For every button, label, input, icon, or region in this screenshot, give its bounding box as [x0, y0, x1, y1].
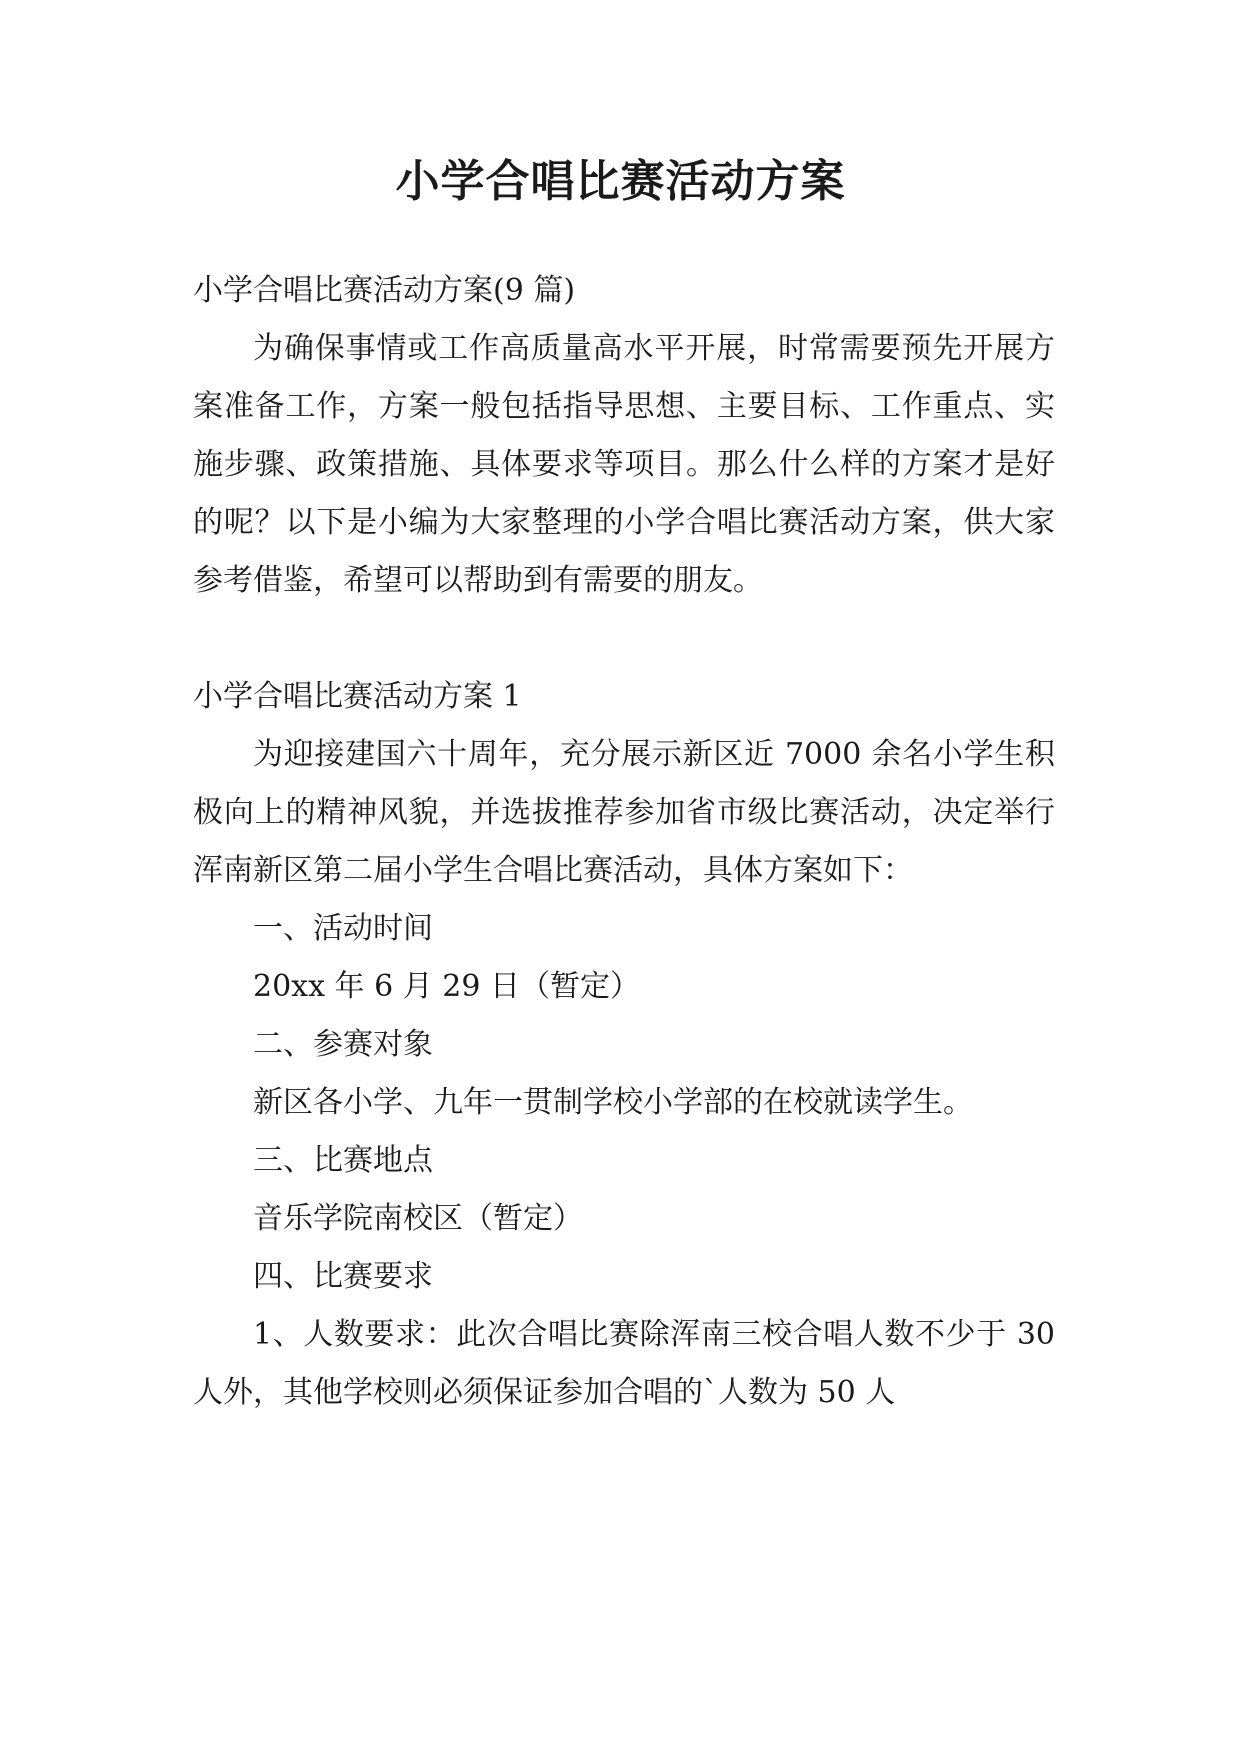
document-subtitle: 小学合唱比赛活动方案(9 篇)	[193, 273, 576, 308]
item-venue-heading: 三、比赛地点	[253, 1143, 433, 1178]
paragraph-gap	[193, 610, 1055, 668]
item-participants-heading: 二、参赛对象	[253, 1027, 433, 1062]
section-lead-paragraph: 为迎接建国六十周年，充分展示新区近 7000 余名小学生积极向上的精神风貌，并选拔推荐参加省市级比赛活动，决定举行浑南新区第二届小学生合唱比赛活动，具体方案如下：	[193, 737, 1055, 888]
document-body	[193, 262, 1055, 1422]
document-title: 小学合唱比赛活动方案	[395, 156, 846, 207]
item-activity-time-value: 20xx 年 6 月 29 日（暂定）	[253, 969, 640, 1004]
requirement-paragraph: 1、人数要求：此次合唱比赛除浑南三校合唱人数不少于 30 人外，其他学校则必须保证参加合唱的`人数为 50 人	[193, 1317, 1055, 1410]
intro-paragraph: 为确保事情或工作高质量高水平开展，时常需要预先开展方案准备工作，方案一般包括指导思想、主要目标、工作重点、实施步骤、政策措施、具体要求等项目。那么什么样的方案才是好的呢？以下是小编为大家整理的小学合唱比赛活动方案，供大家参考借鉴，希望可以帮助到有需要的朋友。	[193, 331, 1055, 598]
item-participants-value: 新区各小学、九年一贯制学校小学部的在校就读学生。	[253, 1085, 973, 1120]
item-requirements-heading: 四、比赛要求	[253, 1259, 433, 1294]
item-activity-time-heading: 一、活动时间	[253, 911, 433, 946]
section-heading: 小学合唱比赛活动方案 1	[193, 679, 522, 714]
item-venue-value: 音乐学院南校区（暂定）	[253, 1201, 583, 1236]
